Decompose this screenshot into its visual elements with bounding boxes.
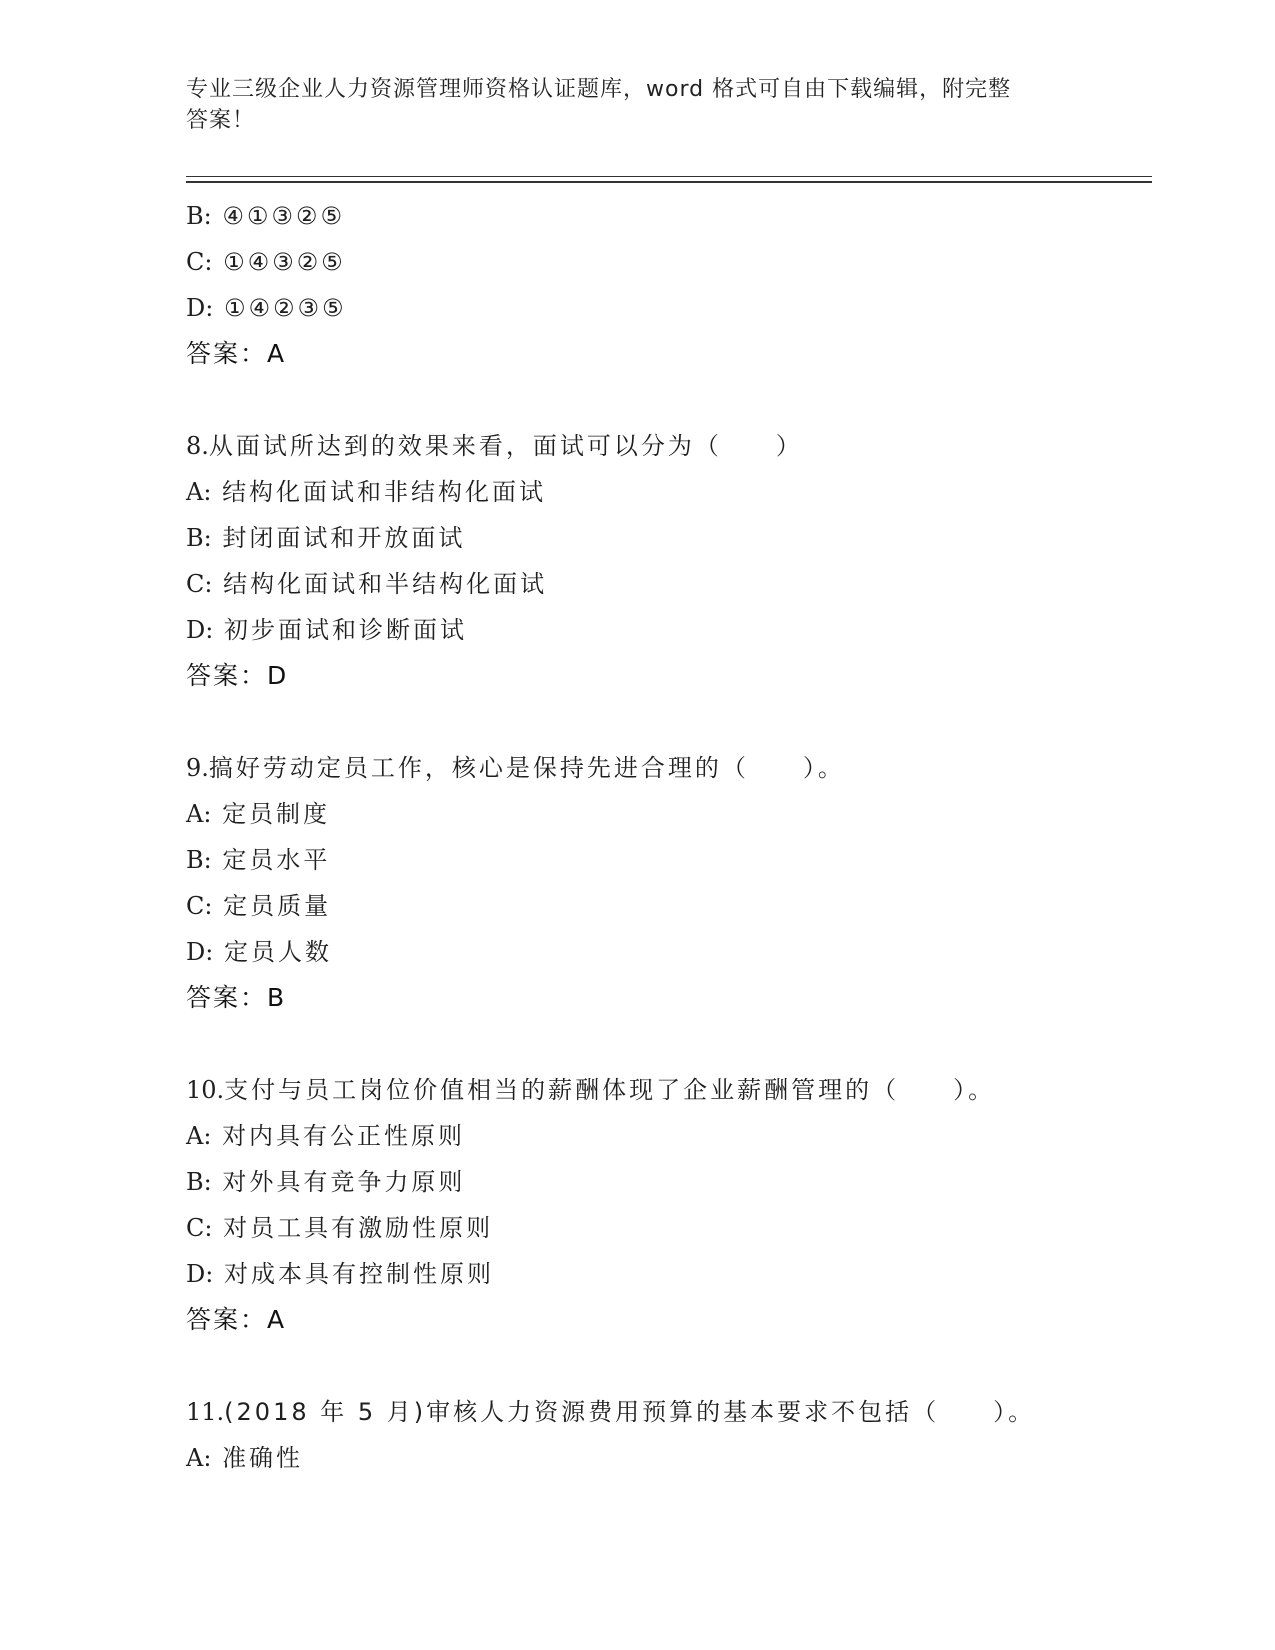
option-letter: C: xyxy=(186,1214,213,1242)
option-letter: A: xyxy=(186,1122,212,1150)
option-row xyxy=(186,1159,1152,1205)
option-row xyxy=(186,883,1152,929)
option-letter: C: xyxy=(186,892,213,920)
option-row xyxy=(186,515,1152,561)
option-text: 初步面试和诊断面试 xyxy=(223,616,467,644)
question-10 xyxy=(186,1067,1152,1343)
option-row xyxy=(186,561,1152,607)
option-letter: D: xyxy=(186,1260,214,1288)
option-text: ④①③②⑤ xyxy=(222,202,345,230)
question-stem xyxy=(186,1389,1152,1435)
header-divider-thin xyxy=(186,176,1152,177)
option-letter: B: xyxy=(186,846,212,874)
option-text: 封闭面试和开放面试 xyxy=(222,524,466,552)
option-letter: A: xyxy=(186,478,212,506)
option-text: 结构化面试和半结构化面试 xyxy=(223,570,548,598)
option-text: 定员制度 xyxy=(222,800,331,828)
question-number: 8. xyxy=(186,432,209,460)
page-header xyxy=(186,74,1086,136)
option-letter: A: xyxy=(186,1444,212,1472)
option-row xyxy=(186,929,1152,975)
option-row xyxy=(186,239,1152,285)
question-9 xyxy=(186,745,1152,1021)
answer-line: 答案：A xyxy=(186,1305,287,1334)
option-letter: B: xyxy=(186,1168,212,1196)
question-11 xyxy=(186,1389,1152,1481)
option-text: 对成本具有控制性原则 xyxy=(223,1260,494,1288)
option-row xyxy=(186,285,1152,331)
question-text: 搞好劳动定员工作，核心是保持先进合理的（ ）。 xyxy=(208,754,845,782)
question-text: 支付与员工岗位价值相当的薪酬体现了企业薪酬管理的（ ）。 xyxy=(224,1076,996,1104)
option-text: 对内具有公正性原则 xyxy=(222,1122,466,1150)
option-row xyxy=(186,1205,1152,1251)
option-row xyxy=(186,193,1152,239)
option-row xyxy=(186,791,1152,837)
question-number: 11. xyxy=(186,1398,225,1426)
option-letter: D: xyxy=(186,294,214,322)
option-row xyxy=(186,837,1152,883)
header-divider-thick xyxy=(186,181,1152,183)
header-line-2: 答案！ xyxy=(186,108,256,133)
question-stem xyxy=(186,423,1152,469)
question-list xyxy=(186,193,1152,1481)
option-letter: D: xyxy=(186,616,214,644)
option-text: 定员人数 xyxy=(223,938,332,966)
option-text: ①④②③⑤ xyxy=(223,294,347,322)
option-text: 对外具有竞争力原则 xyxy=(222,1168,466,1196)
answer-line: 答案：D xyxy=(186,661,289,690)
option-text: 定员质量 xyxy=(223,892,332,920)
option-letter: B: xyxy=(186,202,212,230)
option-letter: D: xyxy=(186,938,214,966)
option-letter: C: xyxy=(186,570,213,598)
option-letter: B: xyxy=(186,524,212,552)
option-text: 定员水平 xyxy=(222,846,331,874)
question-number: 10. xyxy=(186,1076,225,1104)
option-row xyxy=(186,1251,1152,1297)
option-row xyxy=(186,1113,1152,1159)
option-letter: A: xyxy=(186,800,212,828)
option-text: 对员工具有激励性原则 xyxy=(223,1214,494,1242)
question-text: (2018 年 5 月)审核人力资源费用预算的基本要求不包括（ ）。 xyxy=(224,1398,1036,1426)
option-text: 结构化面试和非结构化面试 xyxy=(222,478,547,506)
question-text: 从面试所达到的效果来看，面试可以分为（ ） xyxy=(208,432,803,460)
question-8 xyxy=(186,423,1152,699)
question-partial xyxy=(186,193,1152,377)
option-text: ①④③②⑤ xyxy=(223,248,346,276)
question-number: 9. xyxy=(186,754,209,782)
answer-line: 答案：B xyxy=(186,983,287,1012)
option-row xyxy=(186,1435,1152,1481)
option-row xyxy=(186,469,1152,515)
option-row xyxy=(186,607,1152,653)
option-letter: C: xyxy=(186,248,213,276)
header-line-1: 专业三级企业人力资源管理师资格认证题库，word 格式可自由下载编辑，附完整 xyxy=(186,77,1012,102)
question-stem xyxy=(186,745,1152,791)
answer-line: 答案：A xyxy=(186,339,287,368)
question-stem xyxy=(186,1067,1152,1113)
option-text: 准确性 xyxy=(222,1444,304,1472)
